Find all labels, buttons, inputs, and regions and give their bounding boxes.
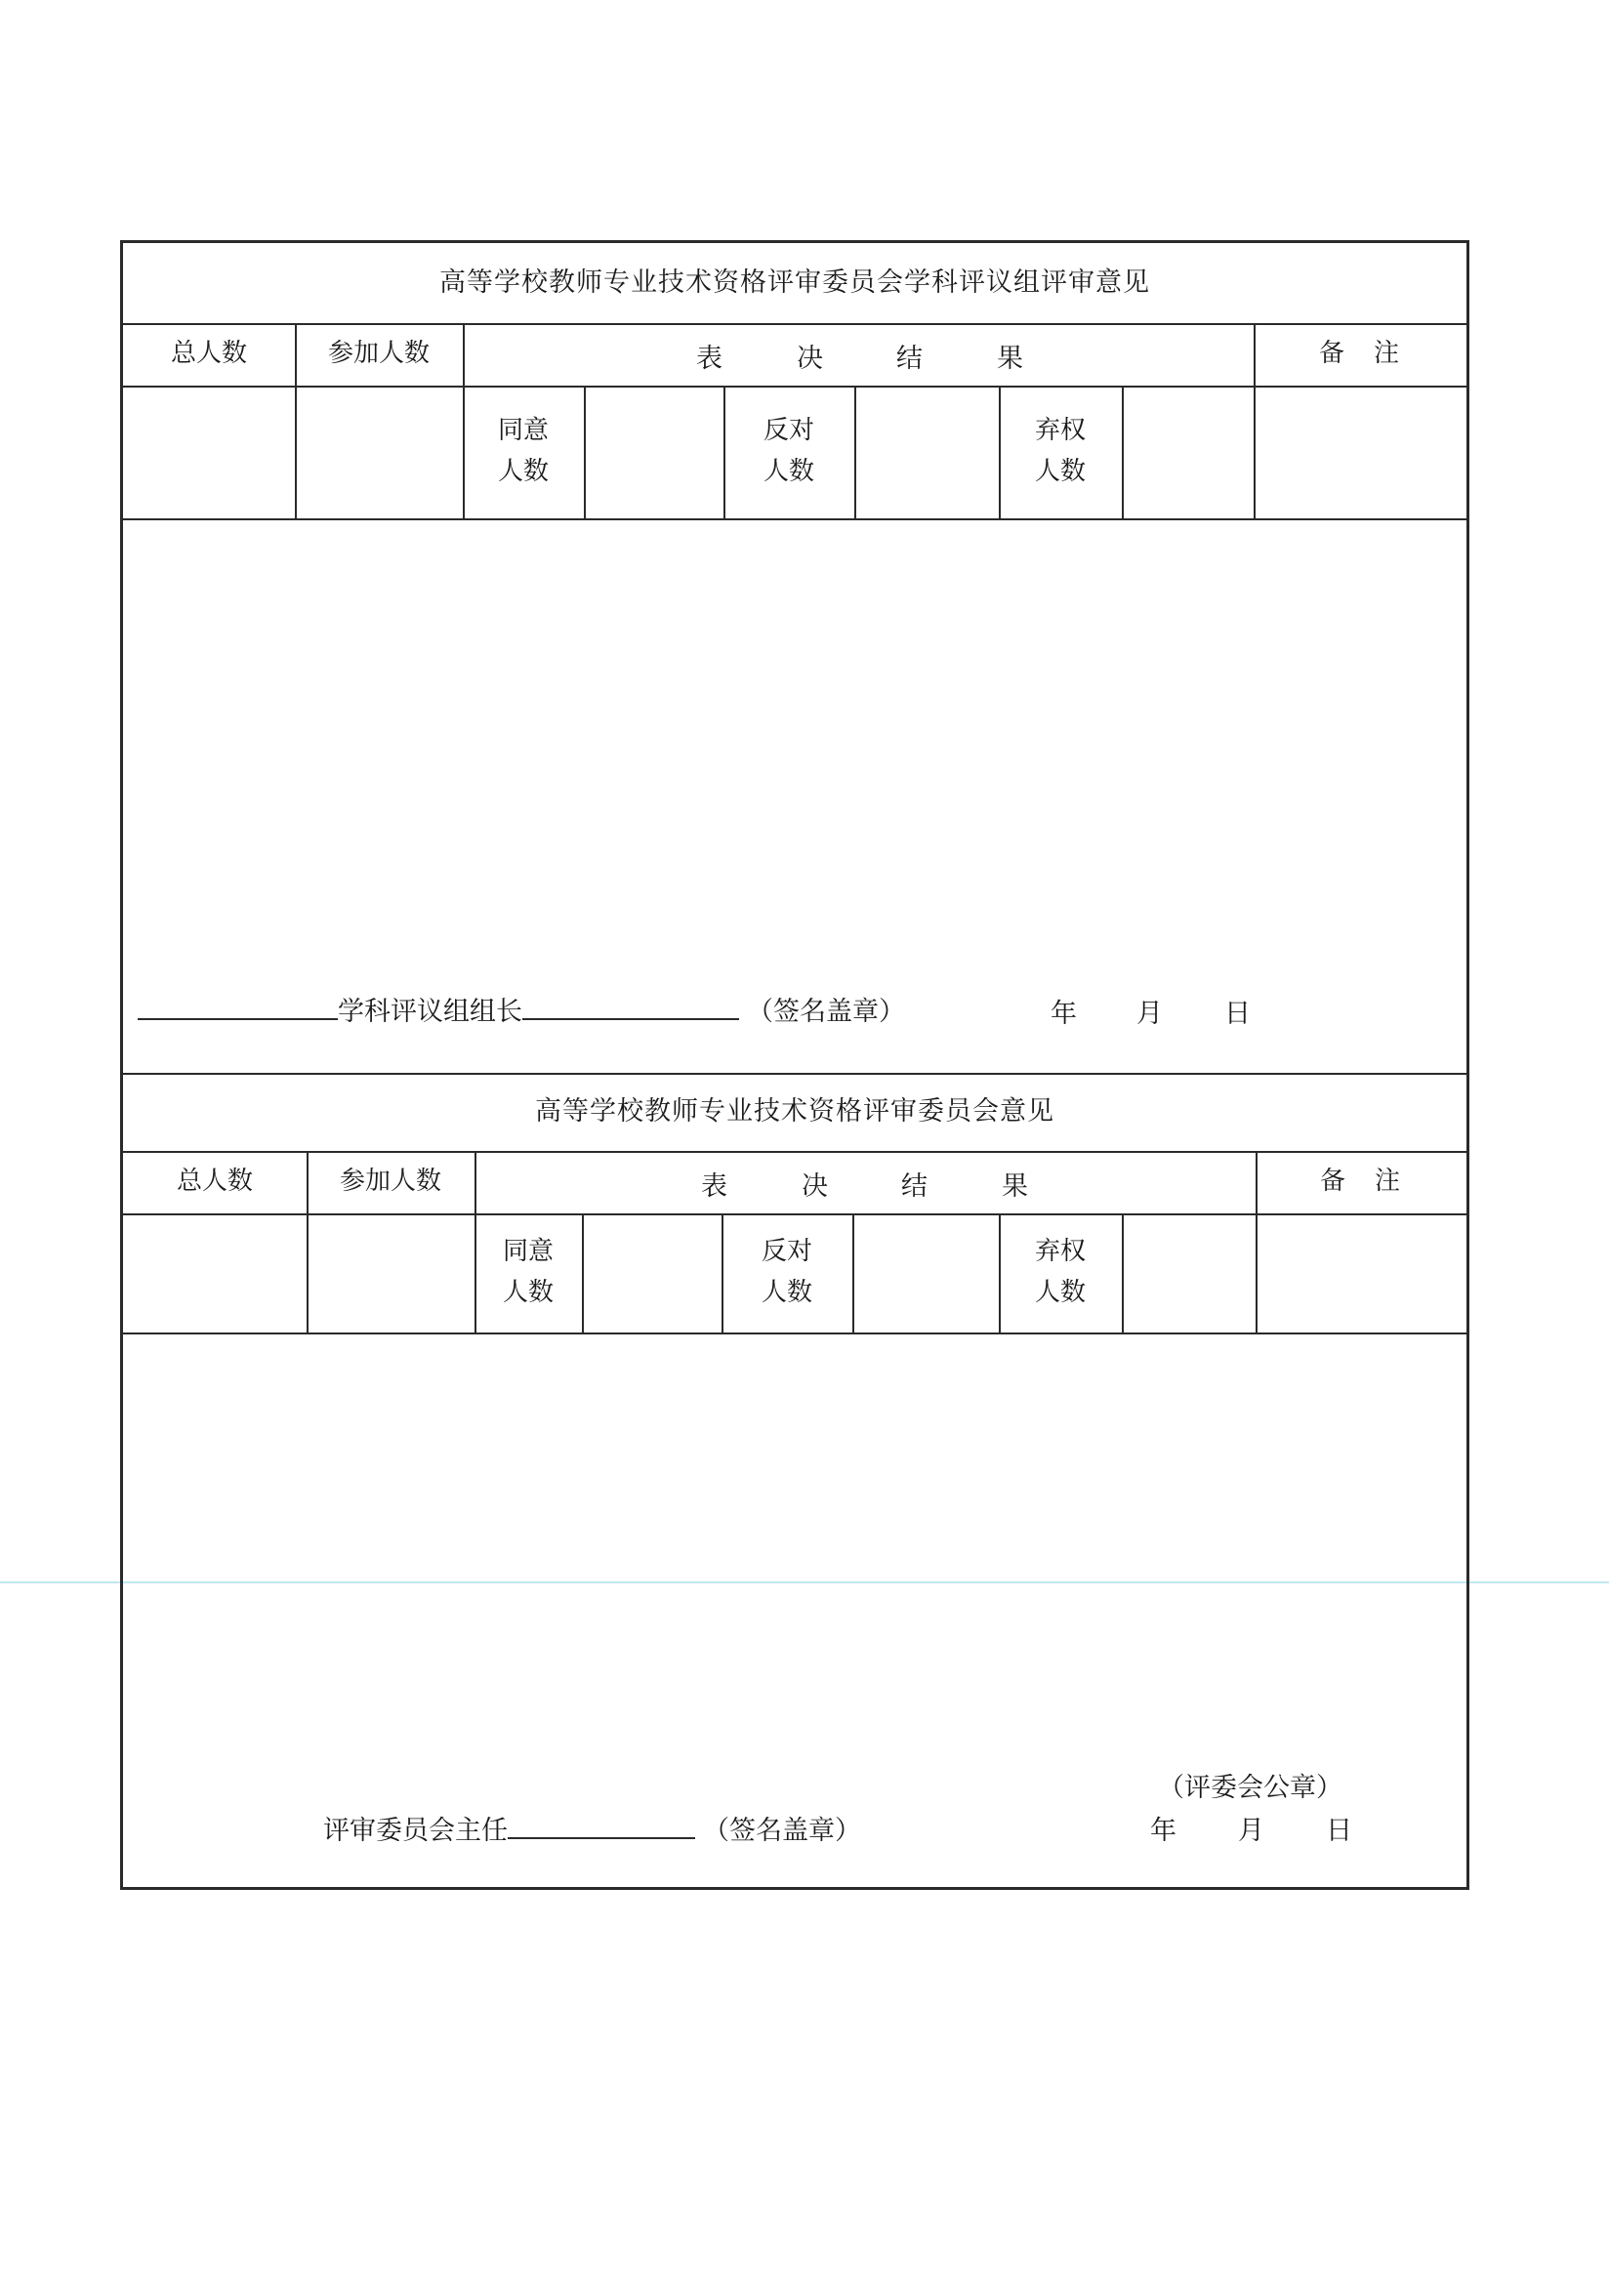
committee-chair-label: 评审委员会主任 (323, 1816, 508, 1846)
divider (123, 518, 1466, 520)
section2-total-header: 总人数 (176, 1167, 253, 1197)
section2-result-char-3: 结 (901, 1171, 928, 1202)
section1-result-char-4: 果 (997, 344, 1023, 374)
discipline-blank[interactable] (138, 993, 338, 1020)
divider (854, 386, 856, 518)
section1-day-label: 日 (1224, 999, 1251, 1029)
section2-participants-header: 参加人数 (339, 1167, 441, 1197)
divider (1122, 1213, 1124, 1332)
divider (852, 1213, 854, 1332)
divider (463, 323, 465, 518)
section2-day-label: 日 (1326, 1816, 1352, 1846)
section1-month-label: 月 (1136, 999, 1163, 1029)
divider (1254, 323, 1256, 518)
section1-remarks-header: 备 注 (1318, 339, 1401, 369)
section2-agree-label: 同意 人数 (502, 1237, 554, 1307)
divider (999, 386, 1001, 518)
divider (722, 1213, 723, 1332)
section1-year-label: 年 (1051, 999, 1077, 1029)
section2-result-char-4: 果 (1002, 1171, 1028, 1202)
section1-title: 高等学校教师专业技术资格评审委员会学科评议组评审意见 (439, 267, 1150, 299)
section1-oppose-label: 反对 人数 (763, 416, 814, 486)
group-leader-label: 学科评议组组长 (338, 997, 522, 1027)
divider (474, 1151, 476, 1332)
section2-remarks-header: 备 注 (1319, 1167, 1402, 1197)
divider (1256, 1151, 1258, 1332)
section1-agree-label: 同意 人数 (497, 416, 549, 486)
divider (723, 386, 725, 518)
section2-oppose-label: 反对 人数 (761, 1237, 812, 1307)
section2-title: 高等学校教师专业技术资格评审委员会意见 (535, 1096, 1054, 1128)
official-seal-note: （评委会公章） (1158, 1773, 1342, 1803)
divider (295, 323, 297, 518)
section2-year-label: 年 (1150, 1816, 1176, 1846)
section1-result-char-3: 结 (896, 344, 923, 374)
chair-signature-blank[interactable] (508, 1812, 695, 1839)
section2-month-label: 月 (1238, 1816, 1264, 1846)
section1-signature-line (138, 990, 905, 1028)
seal-note: （签名盖章） (703, 1816, 861, 1846)
divider (307, 1151, 309, 1332)
section1-result-char-2: 决 (797, 344, 823, 374)
section2-result-char-2: 决 (802, 1171, 828, 1202)
section2-result-char-1: 表 (701, 1171, 727, 1202)
section1-participants-header: 参加人数 (327, 339, 430, 369)
section2-abstain-label: 弃权 人数 (1034, 1237, 1086, 1307)
divider (123, 1332, 1466, 1334)
divider (1122, 386, 1124, 518)
divider (582, 1213, 584, 1332)
section2-signature-line (323, 1809, 861, 1847)
seal-note: （签名盖章） (747, 997, 905, 1027)
section1-result-char-1: 表 (696, 344, 722, 374)
section1-abstain-label: 弃权 人数 (1034, 416, 1086, 486)
section1-total-header: 总人数 (170, 339, 247, 369)
divider (999, 1213, 1001, 1332)
leader-signature-blank[interactable] (522, 993, 739, 1020)
divider (584, 386, 586, 518)
review-opinion-form (120, 240, 1469, 1890)
